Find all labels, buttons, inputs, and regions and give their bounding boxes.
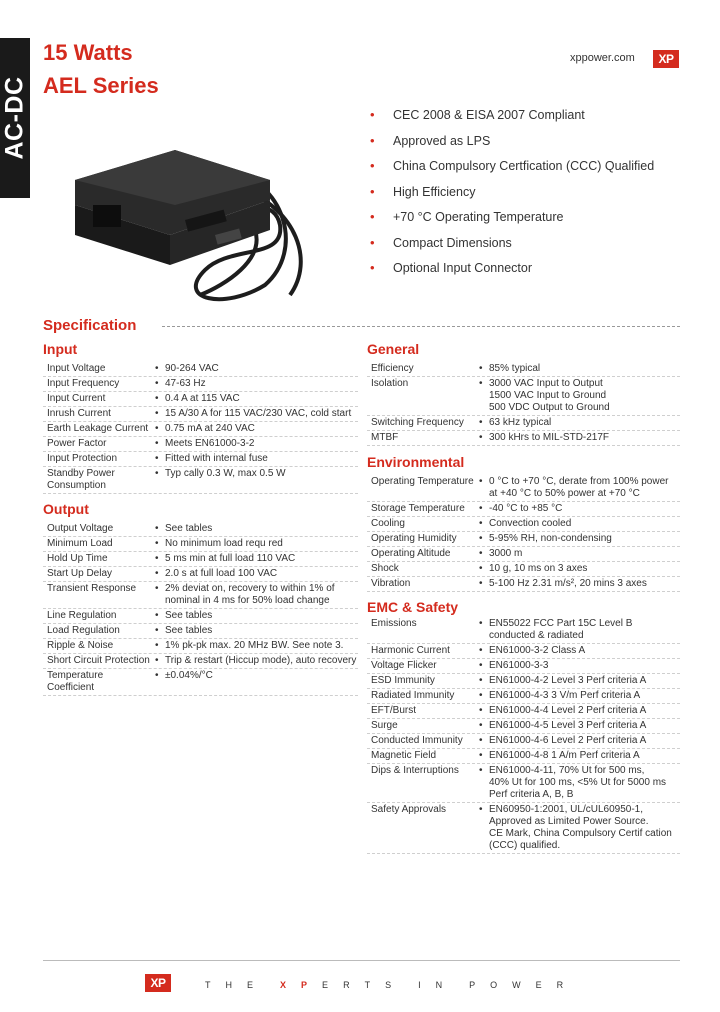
spec-label	[47, 423, 153, 435]
spec-label-line: Input Voltage	[47, 363, 106, 374]
spec-row	[43, 537, 358, 552]
power-adapter-image	[55, 110, 320, 310]
spec-label	[371, 363, 477, 375]
spec-value	[155, 523, 365, 535]
spec-value-line: • 5-100 Hz 2.31 m/s², 20 mins 3 axes	[489, 578, 647, 589]
spec-value	[479, 765, 679, 801]
tagline-letter: R	[556, 980, 565, 990]
spec-value-line: • EN60950-1:2001, UL/cUL60950-1,	[489, 804, 643, 815]
spec-label	[47, 625, 153, 637]
spec-row	[43, 407, 358, 422]
spec-label-line: Hold Up Time	[47, 553, 108, 564]
output-table	[43, 522, 358, 696]
spec-label-line: Operating Altitude	[371, 548, 451, 559]
tagline-letter: E	[322, 980, 330, 990]
spec-label-line: ESD Immunity	[371, 675, 435, 686]
spec-label	[371, 432, 477, 444]
spec-value	[479, 503, 679, 515]
spec-value-line: • Convection cooled	[489, 518, 572, 529]
spec-label-line: Switching Frequency	[371, 417, 464, 428]
spec-label	[47, 670, 153, 694]
spec-value	[155, 640, 365, 652]
spec-value-line: • EN61000-4-5 Level 3 Perf criteria A	[489, 720, 647, 731]
spec-value-line: • 5-95% RH, non-condensing	[489, 533, 612, 544]
spec-label-line: Output Voltage	[47, 523, 114, 534]
spec-label-line: Radiated Immunity	[371, 690, 455, 701]
spec-value-line: • See tables	[165, 610, 213, 621]
tagline-letter: T	[205, 980, 212, 990]
spec-row	[43, 392, 358, 407]
spec-label	[47, 453, 153, 465]
spec-value	[155, 468, 365, 480]
spec-value	[155, 438, 365, 450]
spec-label-line: Safety Approvals	[371, 804, 447, 815]
spec-row	[43, 552, 358, 567]
spec-row	[367, 532, 680, 547]
spec-row	[43, 437, 358, 452]
spec-value-line: • 10 g, 10 ms on 3 axes	[489, 563, 588, 574]
spec-value-line: • EN61000-4-6 Level 2 Perf criteria A	[489, 735, 647, 746]
spec-value-line: • Trip & restart (Hiccup mode), auto recovery	[165, 655, 357, 666]
spec-label	[371, 518, 477, 530]
spec-label	[47, 640, 153, 652]
spec-label	[371, 378, 477, 390]
spec-value-line: • No minimum load requ red	[165, 538, 283, 549]
spec-row	[43, 624, 358, 639]
spec-label	[47, 583, 153, 595]
tagline-letter: S	[385, 980, 393, 990]
spec-value	[479, 432, 679, 444]
spec-row	[43, 452, 358, 467]
feature-list	[370, 108, 654, 287]
spec-value	[479, 563, 679, 575]
spec-label	[371, 765, 477, 777]
xp-logo: XP	[145, 974, 171, 992]
spec-row	[367, 377, 680, 416]
spec-label-line: Operating Temperature	[371, 476, 474, 487]
page-title: 15 Watts	[43, 40, 133, 65]
spec-label-line: Dips & Interruptions	[371, 765, 459, 776]
spec-row	[43, 522, 358, 537]
spec-label-line: Surge	[371, 720, 398, 731]
spec-label	[47, 378, 153, 390]
spec-label	[47, 655, 153, 667]
spec-row	[367, 803, 680, 854]
spec-value	[479, 378, 679, 414]
spec-row	[43, 582, 358, 609]
spec-value-line: • See tables	[165, 625, 213, 636]
spec-label-line: Efficiency	[371, 363, 414, 374]
spec-value-line: • 85% typical	[489, 363, 541, 374]
spec-value	[155, 610, 365, 622]
spec-value-line: • EN61000-4-3 3 V/m Perf criteria A	[489, 690, 641, 701]
spec-value-line: • -40 °C to +85 °C	[489, 503, 563, 514]
spec-value	[479, 518, 679, 530]
spec-row	[367, 562, 680, 577]
spec-label	[47, 553, 153, 565]
spec-value	[479, 660, 679, 672]
tagline-letter: X	[280, 980, 288, 990]
spec-value-line: • 3000 m	[489, 548, 523, 559]
spec-value-line: Approved as Limited Power Source.	[489, 816, 649, 827]
spec-value	[479, 363, 679, 375]
tagline-letter: P	[301, 980, 309, 990]
spec-label	[371, 735, 477, 747]
spec-value	[155, 423, 365, 435]
spec-label-line: Line Regulation	[47, 610, 117, 621]
feature-item: • China Compulsory Certfication (CCC) Qualified	[370, 159, 654, 185]
spec-label-line: Input Frequency	[47, 378, 120, 389]
spec-value-line: Perf criteria A, B, B	[489, 789, 574, 800]
tagline-letter	[268, 980, 280, 990]
side-tab-label: AC-DC	[0, 76, 29, 160]
spec-value	[155, 408, 365, 420]
divider	[162, 326, 680, 327]
tagline-letter: E	[535, 980, 543, 990]
spec-value-line: • ±0.04%/°C	[165, 670, 213, 681]
spec-row	[43, 362, 358, 377]
spec-value	[155, 453, 365, 465]
spec-value-line: CE Mark, China Compulsory Certif cation	[489, 828, 672, 839]
tagline-letter	[457, 980, 469, 990]
spec-value-line: conducted & radiated	[489, 630, 584, 641]
spec-row	[43, 567, 358, 582]
spec-value	[479, 804, 679, 852]
spec-label	[371, 720, 477, 732]
spec-value	[479, 645, 679, 657]
environmental-heading: Environmental	[367, 454, 465, 470]
spec-label-line: Start Up Delay	[47, 568, 113, 579]
spec-value-line: • 90-264 VAC	[165, 363, 219, 374]
spec-label-line: Storage Temperature	[371, 503, 465, 514]
spec-label	[371, 750, 477, 762]
spec-value	[155, 655, 365, 667]
spec-label-line: Inrush Current	[47, 408, 111, 419]
spec-value-line: • 0 °C to +70 °C, derate from 100% power	[489, 476, 669, 487]
spec-value-line: 1500 VAC Input to Ground	[489, 390, 607, 401]
spec-row	[367, 517, 680, 532]
page-subtitle: AEL Series	[43, 73, 159, 98]
spec-value-line: at +40 °C to 50% power at +70 °C	[489, 488, 640, 499]
tagline-letter: W	[512, 980, 522, 990]
spec-row	[367, 719, 680, 734]
spec-label	[47, 408, 153, 420]
spec-label-line: EFT/Burst	[371, 705, 417, 716]
spec-row	[43, 377, 358, 392]
tagline-letter: P	[469, 980, 477, 990]
spec-label	[371, 476, 477, 488]
spec-value	[155, 583, 365, 607]
tagline-letter: R	[343, 980, 351, 990]
spec-value-line: nominal in 4 ms for 50% load change	[165, 595, 330, 606]
spec-value-line: • 2.0 s at full load 100 VAC	[165, 568, 278, 579]
spec-label	[47, 393, 153, 405]
spec-value	[479, 417, 679, 429]
spec-value	[479, 578, 679, 590]
tagline-letter: I	[418, 980, 422, 990]
spec-label-line: Load Regulation	[47, 625, 120, 636]
spec-value-line: • 5 ms min at full load 110 VAC	[165, 553, 296, 564]
spec-row	[43, 669, 358, 696]
spec-label	[371, 645, 477, 657]
input-table	[43, 362, 358, 494]
spec-label-line: Input Protection	[47, 453, 118, 464]
output-heading: Output	[43, 501, 89, 517]
spec-value	[155, 393, 365, 405]
spec-label	[47, 538, 153, 550]
spec-value-line: • 63 kHz typical	[489, 417, 552, 428]
spec-label	[371, 705, 477, 717]
spec-value-line: • Fitted with internal fuse	[165, 453, 268, 464]
spec-row	[367, 734, 680, 749]
spec-label-line: Isolation	[371, 378, 409, 389]
spec-value-line: • 3000 VAC Input to Output	[489, 378, 603, 389]
spec-label	[371, 578, 477, 590]
spec-label-line: Temperature	[47, 670, 104, 681]
spec-value-line: • 2% deviat on, recovery to within 1% of	[165, 583, 335, 594]
spec-label-line: Minimum Load	[47, 538, 113, 549]
spec-value-line: • 15 A/30 A for 115 VAC/230 VAC, cold start	[165, 408, 352, 419]
spec-row	[367, 577, 680, 592]
spec-label-line: Voltage Flicker	[371, 660, 437, 671]
spec-label-line: Harmonic Current	[371, 645, 450, 656]
spec-label	[47, 468, 153, 492]
spec-row	[367, 749, 680, 764]
feature-item: • Approved as LPS	[370, 134, 654, 160]
spec-value-line: 40% Ut for 100 ms, <5% Ut for 5000 ms	[489, 777, 667, 788]
spec-value-line: • Meets EN61000-3-2	[165, 438, 255, 449]
spec-row	[367, 764, 680, 803]
spec-value-line: • 1% pk-pk max. 20 MHz BW. See note 3.	[165, 640, 344, 651]
spec-row	[367, 617, 680, 644]
tagline-letter	[406, 980, 418, 990]
spec-value-line: • 300 kHrs to MIL-STD-217F	[489, 432, 610, 443]
spec-value	[479, 735, 679, 747]
spec-row	[43, 467, 358, 494]
spec-value	[155, 553, 365, 565]
spec-value-line: • Typ cally 0.3 W, max 0.5 W	[165, 468, 286, 479]
spec-value-line: • EN55022 FCC Part 15C Level B	[489, 618, 633, 629]
spec-value-line: 500 VDC Output to Ground	[489, 402, 610, 413]
spec-value	[479, 690, 679, 702]
spec-value-line: • EN61000-4-2 Level 3 Perf criteria A	[489, 675, 647, 686]
spec-row	[367, 502, 680, 517]
spec-label-line: Coefficient	[47, 682, 95, 693]
spec-value	[155, 670, 365, 682]
feature-item: • Optional Input Connector	[370, 261, 654, 287]
spec-value	[479, 750, 679, 762]
spec-value	[155, 625, 365, 637]
emc-safety-table	[367, 617, 680, 854]
spec-label	[47, 438, 153, 450]
spec-value-line: • EN61000-4-8 1 A/m Perf criteria A	[489, 750, 640, 761]
spec-row	[367, 674, 680, 689]
spec-label	[371, 618, 477, 630]
spec-row	[43, 654, 358, 669]
spec-label-line: Standby Power	[47, 468, 115, 479]
spec-label	[371, 660, 477, 672]
divider	[43, 960, 680, 961]
spec-row	[367, 362, 680, 377]
spec-label	[47, 523, 153, 535]
spec-row	[367, 416, 680, 431]
spec-label-line: Magnetic Field	[371, 750, 437, 761]
spec-row	[43, 639, 358, 654]
tagline-letter: N	[435, 980, 444, 990]
input-heading: Input	[43, 341, 78, 357]
side-tab	[0, 38, 30, 198]
spec-label	[371, 675, 477, 687]
feature-item: • Compact Dimensions	[370, 236, 654, 262]
spec-value	[155, 568, 365, 580]
feature-item: • High Efficiency	[370, 185, 654, 211]
spec-row	[367, 704, 680, 719]
spec-value	[155, 538, 365, 550]
environmental-table	[367, 475, 680, 592]
spec-label-line: Shock	[371, 563, 399, 574]
spec-label-line: Emissions	[371, 618, 417, 629]
feature-item: • +70 °C Operating Temperature	[370, 210, 654, 236]
general-table	[367, 362, 680, 446]
spec-label	[371, 417, 477, 429]
spec-value-line: • EN61000-4-11, 70% Ut for 500 ms,	[489, 765, 645, 776]
spec-label-line: Ripple & Noise	[47, 640, 114, 651]
spec-label	[371, 503, 477, 515]
spec-label	[371, 690, 477, 702]
spec-label	[371, 548, 477, 560]
spec-value	[479, 618, 679, 642]
spec-value	[479, 548, 679, 560]
spec-value-line: • EN61000-4-4 Level 2 Perf criteria A	[489, 705, 647, 716]
spec-row	[367, 431, 680, 446]
spec-value	[479, 705, 679, 717]
spec-value	[479, 476, 679, 500]
spec-label	[47, 363, 153, 375]
spec-label	[371, 804, 477, 816]
spec-label	[47, 568, 153, 580]
spec-value-line: • EN61000-3-3	[489, 660, 549, 671]
spec-label-line: MTBF	[371, 432, 399, 443]
spec-value	[155, 378, 365, 390]
spec-row	[367, 644, 680, 659]
spec-row	[43, 609, 358, 624]
tagline-letter: O	[490, 980, 499, 990]
spec-row	[367, 475, 680, 502]
spec-label	[371, 533, 477, 545]
spec-label-line: Power Factor	[47, 438, 107, 449]
spec-label-line: Cooling	[371, 518, 405, 529]
spec-row	[43, 422, 358, 437]
spec-value-line: • EN61000-3-2 Class A	[489, 645, 586, 656]
spec-label	[47, 610, 153, 622]
spec-value	[479, 720, 679, 732]
spec-label	[371, 563, 477, 575]
spec-value	[155, 363, 365, 375]
tagline	[205, 980, 578, 990]
feature-item: • CEC 2008 & EISA 2007 Compliant	[370, 108, 654, 134]
spec-value	[479, 675, 679, 687]
spec-label-line: Short Circuit Protection	[47, 655, 150, 666]
spec-row	[367, 659, 680, 674]
spec-label-line: Consumption	[47, 480, 106, 491]
emc-safety-heading: EMC & Safety	[367, 599, 459, 615]
spec-value-line: • See tables	[165, 523, 213, 534]
website-link[interactable]: xppower.com	[570, 52, 635, 64]
tagline-letter: H	[225, 980, 233, 990]
spec-value-line: (CCC) qualified.	[489, 840, 561, 851]
spec-value	[479, 533, 679, 545]
xp-logo: XP	[653, 50, 679, 68]
spec-row	[367, 689, 680, 704]
spec-label-line: Earth Leakage Current	[47, 423, 149, 434]
spec-label-line: Input Current	[47, 393, 106, 404]
spec-label-line: Operating Humidity	[371, 533, 457, 544]
spec-label-line: Vibration	[371, 578, 411, 589]
tagline-letter: T	[364, 980, 372, 990]
specification-heading: Specification	[43, 317, 137, 334]
tagline-letter: E	[247, 980, 255, 990]
general-heading: General	[367, 341, 420, 357]
spec-row	[367, 547, 680, 562]
spec-value-line: • 0.4 A at 115 VAC	[165, 393, 240, 404]
spec-value-line: • 47-63 Hz	[165, 378, 206, 389]
spec-label-line: Transient Response	[47, 583, 137, 594]
spec-label-line: Conducted Immunity	[371, 735, 463, 746]
spec-value-line: • 0.75 mA at 240 VAC	[165, 423, 255, 434]
